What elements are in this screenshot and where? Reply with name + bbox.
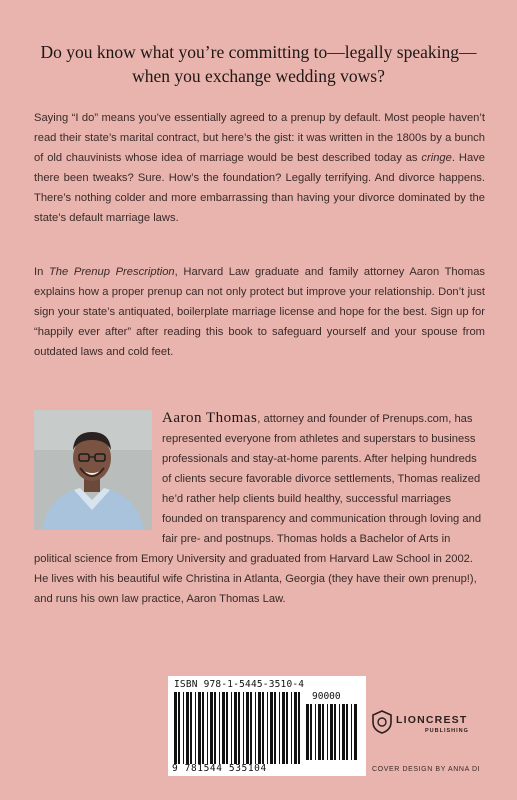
barcode-bar (327, 704, 328, 760)
author-bio-text: , attorney and founder of Prenups.com, has represented everyone from athletes and superstars to business professionals and stay-at-home parents. After helping hundreds of clients secure favorable divorce settlements, Thomas realized he’d rather help clients build healthy, successful marriages founded on transparency and communication through loving and fair pre- and postnups. Thomas holds a Bachelor of Arts in political science from Emory University and graduated from Harvard Law School in 2002. He lives with his beautiful wife Christina in Atlanta, Georgia (they have their own prenup!), and runs his own law practice, Aaron Thomas Law. (34, 413, 482, 605)
photo-spacer (34, 408, 162, 544)
author-name: Aaron Thomas (162, 410, 258, 426)
barcode-bar (322, 704, 324, 760)
p2-rest: , Harvard Law graduate and family attorney Aaron Thomas explains how a proper prenup can not only protect but improve your relationship. Don’t just sign your state’s antiquated, boilerplate marriage license and hope for the best. Sign up for “happily ever after” after reading this book to safeguard yourself and your spouse from outdated laws and cold feet. (34, 266, 486, 358)
p2-lead: In (34, 266, 49, 278)
barcode-bar (342, 704, 345, 760)
barcode-bar (279, 692, 280, 764)
book-title: The Prenup Prescription (48, 266, 175, 278)
barcode-bar (174, 692, 177, 764)
barcode-bar (226, 692, 228, 764)
barcode-bar (286, 692, 288, 764)
p1-text-b: . Have there been tweaks? Sure. How’s the foundation? Legally terrifying. And divorce happens. There’s nothing colder and more embarrassing than having your divorce dominated by the state’s default marriage laws. (34, 152, 485, 224)
price-code-bars (306, 704, 362, 760)
description-paragraph-1 (34, 108, 485, 228)
barcode-bar (351, 704, 352, 760)
barcode-bar (202, 692, 204, 764)
barcode-bar (231, 692, 232, 764)
barcode-bar (318, 704, 321, 760)
publisher-name: LIONCREST (396, 714, 468, 726)
barcode-bar (346, 704, 348, 760)
barcode-bar (274, 692, 276, 764)
isbn-barcode (168, 676, 366, 776)
p1-text-a: Saying “I do” means you’ve essentially agreed to a prenup by default. Most people haven’t read their state’s marital contract, but here’s the gist: it was written in the 1800s by a bunch of old chauvinists whose idea of marriage would be best described today as (34, 112, 485, 164)
barcode-bar (207, 692, 208, 764)
barcode-bar (198, 692, 201, 764)
publisher-logo (372, 708, 492, 748)
isbn-number: ISBN 978-1-5445-3510-4 (174, 679, 305, 690)
barcode-bar (270, 692, 273, 764)
barcode-bar (282, 692, 285, 764)
barcode-bar (178, 692, 180, 764)
barcode-bar (262, 692, 264, 764)
barcode-bar (195, 692, 196, 764)
barcode-bar (234, 692, 237, 764)
publisher-subtitle: PUBLISHING (425, 728, 469, 734)
p1-italic: cringe (421, 152, 452, 164)
barcode-bar (186, 692, 189, 764)
barcode-bar (222, 692, 225, 764)
lion-shield-icon (372, 710, 392, 734)
barcode-bar (190, 692, 192, 764)
barcode-bar (330, 704, 333, 760)
barcode-bar (238, 692, 240, 764)
barcode-bar (243, 692, 244, 764)
barcode-bar (210, 692, 213, 764)
cover-design-credit: COVER DESIGN BY ANNA DI (372, 766, 481, 773)
barcode-bar (258, 692, 261, 764)
barcode-bar (315, 704, 316, 760)
ean-bars (174, 692, 302, 764)
barcode-bar (214, 692, 216, 764)
barcode-bar (339, 704, 340, 760)
barcode-bar (294, 692, 297, 764)
barcode-bar (246, 692, 249, 764)
barcode-digits: 9 781544 535104 (172, 763, 267, 774)
barcode-bar (334, 704, 336, 760)
barcode-bar (255, 692, 256, 764)
barcode-bar (267, 692, 268, 764)
barcode-bar (219, 692, 220, 764)
barcode-bar (291, 692, 292, 764)
author-bio (34, 408, 485, 609)
description-paragraph-2 (34, 262, 485, 362)
back-cover-headline: Do you know what you’re committing to—legally speaking—when you exchange wedding vows? (40, 42, 477, 86)
barcode-bar (250, 692, 252, 764)
price-code: 90000 (312, 691, 341, 702)
barcode-bar (298, 692, 300, 764)
barcode-bar (354, 704, 357, 760)
barcode-bar (306, 704, 309, 760)
barcode-bar (310, 704, 312, 760)
barcode-bar (183, 692, 184, 764)
